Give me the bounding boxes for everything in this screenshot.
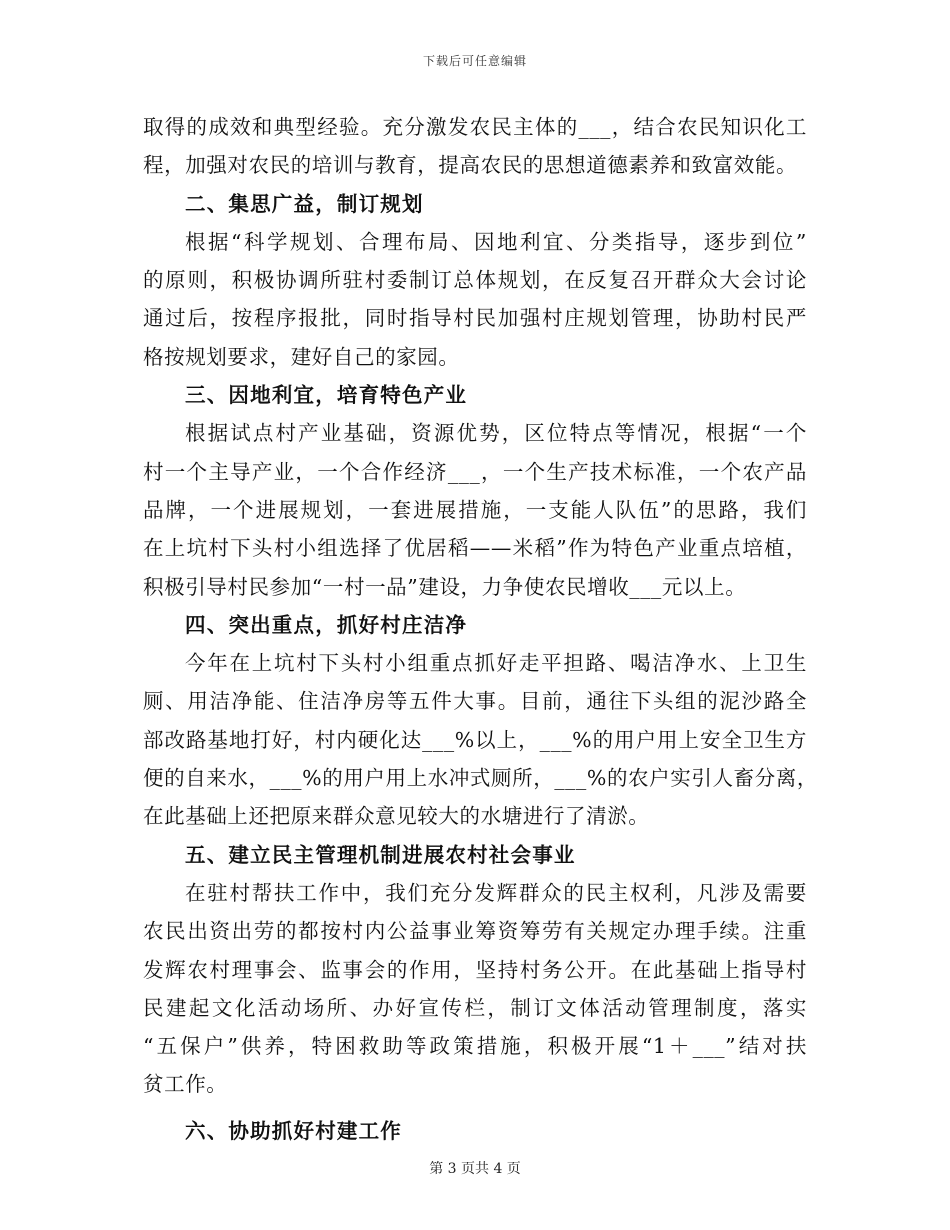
paragraph-line: 根据试点村产业基础，资源优势，区位特点等情况，根据“一个 [185,421,807,446]
paragraph-line: 通过后，按程序报批，同时指导村民加强村庄规划管理，协助村民严 [143,306,807,331]
section-heading: 六、协助抓好村建工作 [185,1118,402,1143]
paragraph-line: 部改路基地打好，村内硬化达___%以上，___%的用户用上安全卫生方 [143,727,807,752]
paragraph-line: 根据“科学规划、合理布局、因地利宜、分类指导，逐步到位” [185,229,807,254]
paragraph-line: 农民出资出劳的都按村内公益事业筹资筹劳有关规定办理手续。注重 [143,919,807,944]
section-heading: 五、建立民主管理机制进展农村社会事业 [185,842,576,867]
paragraph-line: 程，加强对农民的培训与教育，提高农民的思想道德素养和致富效能。 [143,153,798,178]
section-heading: 四、突出重点，抓好村庄洁净 [185,612,468,637]
paragraph-line: “五保户”供养，特困救助等政策措施，积极开展“1＋___”结对扶 [143,1034,807,1059]
paragraph-line: 品牌，一个进展规划，一套进展措施，一支能人队伍”的思路，我们 [143,497,807,522]
paragraph-line: 贫工作。 [143,1072,228,1097]
page-header: 下载后可任意编辑 [422,54,527,68]
paragraph-line: 今年在上坑村下头村小组重点抓好走平担路、喝洁净水、上卫生 [185,651,807,676]
section-heading: 三、因地利宜，培育特色产业 [185,383,468,408]
paragraph-line: 村一个主导产业，一个合作经济___，一个生产技术标准，一个农产品 [143,459,807,484]
page-number: 第 3 页共 4 页 [429,1161,521,1177]
paragraph-line: 在此基础上还把原来群众意见较大的水塘进行了清淤。 [143,804,650,829]
paragraph-line: 厕、用洁净能、住洁净房等五件大事。目前，通往下头组的泥沙路全 [143,689,807,714]
paragraph-line: 在上坑村下头村小组选择了优居稻——米稻”作为特色产业重点培植， [143,536,807,561]
paragraph-line: 的原则，积极协调所驻村委制订总体规划，在反复召开群众大会讨论 [143,268,807,293]
paragraph-line: 在驻村帮扶工作中，我们充分发辉群众的民主权利，凡涉及需要 [185,880,807,905]
paragraph-line: 取得的成效和典型经验。充分激发农民主体的___，结合农民知识化工 [143,115,807,139]
section-heading: 二、集思广益，制订规划 [185,191,424,216]
document-body [143,108,818,1150]
paragraph-line: 便的自来水，___%的用户用上水冲式厕所，___%的农户实引人畜分离， [143,766,818,791]
paragraph-line: 民建起文化活动场所、办好宣传栏，制订文体活动管理制度，落实 [143,995,807,1020]
paragraph-line: 积极引导村民参加“一村一品”建设，力争使农民增收___元以上。 [143,574,747,599]
paragraph-line: 格按规划要求，建好自己的家园。 [143,344,460,369]
paragraph-line: 发辉农村理事会、监事会的作用，坚持村务公开。在此基础上指导村 [143,957,807,982]
